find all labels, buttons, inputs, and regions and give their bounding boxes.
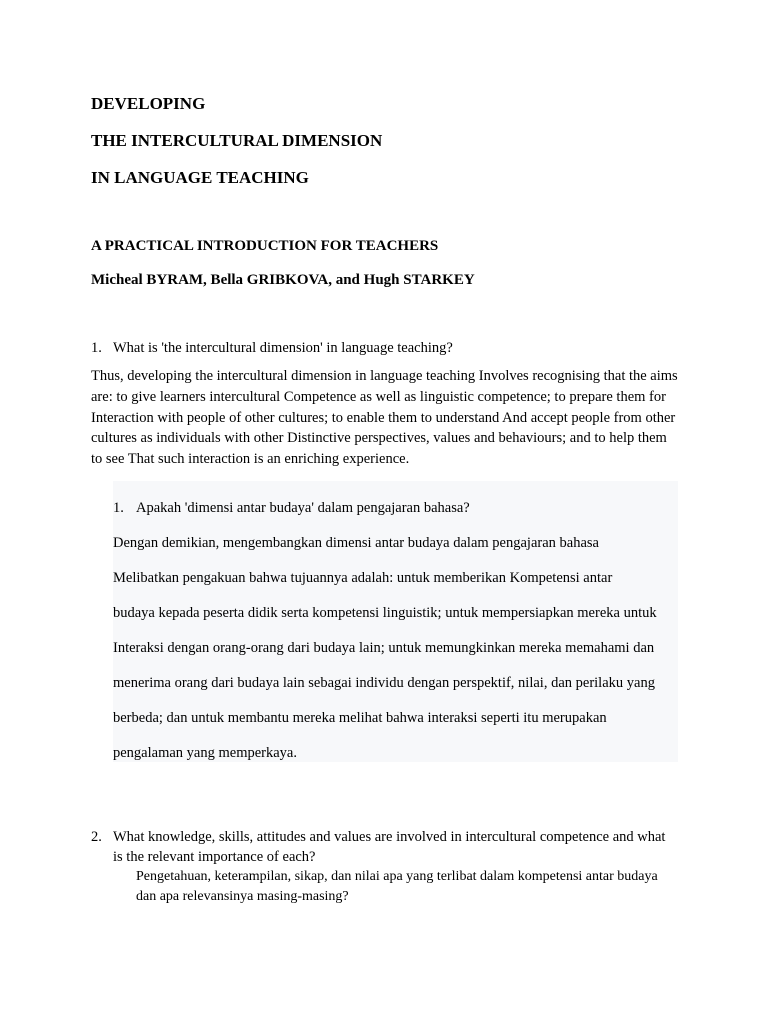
translation-question-1	[113, 498, 673, 518]
authors: Micheal BYRAM, Bella GRIBKOVA, and Hugh STARKEY	[91, 272, 475, 288]
translation-line-3: budaya kepada peserta didik serta kompetensi linguistik; untuk mempersiapkan mereka untuk	[113, 605, 657, 621]
title-line-3: IN LANGUAGE TEACHING	[91, 168, 309, 187]
title-line-1: DEVELOPING	[91, 94, 206, 113]
subtitle: A PRACTICAL INTRODUCTION FOR TEACHERS	[91, 238, 439, 254]
translation-question-1-number: 1.	[113, 500, 124, 516]
question-1-number: 1.	[91, 340, 102, 356]
translation-line-2: Melibatkan pengakuan bahwa tujuannya adalah: untuk memberikan Kompetensi antar	[113, 570, 613, 586]
question-1-text: What is 'the intercultural dimension' in language teaching?	[113, 340, 453, 356]
question-2-translation: Pengetahuan, keterampilan, sikap, dan nilai apa yang terlibat dalam kompetensi antar budaya dan apa relevansinya masing-masing?	[136, 869, 658, 904]
question-2	[91, 827, 671, 867]
question-2-number: 2.	[91, 829, 102, 845]
title-line-2: THE INTERCULTURAL DIMENSION	[91, 131, 383, 150]
translation-line-1: Dengan demikian, mengembangkan dimensi antar budaya dalam pengajaran bahasa	[113, 535, 599, 551]
question-2-text: What knowledge, skills, attitudes and values are involved in intercultural competence and what is the relevant importance of each?	[113, 829, 666, 865]
question-1	[91, 338, 681, 358]
translation-line-7: pengalaman yang memperkaya.	[113, 745, 297, 761]
translation-line-6: berbeda; dan untuk membantu mereka melihat bahwa interaksi seperti itu merupakan	[113, 710, 607, 726]
translation-question-1-text: Apakah 'dimensi antar budaya' dalam pengajaran bahasa?	[136, 500, 470, 516]
translation-line-4: Interaksi dengan orang-orang dari budaya lain; untuk memungkinkan mereka memahami dan	[113, 640, 655, 656]
answer-1: Thus, developing the intercultural dimension in language teaching Involves recognising that the aims are: to give learners intercultural Competence as well as linguistic competence; to prepare them for Interaction with people of other cultures; to enable them to understand And accept people from other cultures as individuals with other Distinctive perspectives, values and behaviours; and to help them to see That such interaction is an enriching experience.	[91, 368, 678, 468]
translation-line-5: menerima orang dari budaya lain sebagai individu dengan perspektif, nilai, dan perilaku yang	[113, 675, 655, 691]
